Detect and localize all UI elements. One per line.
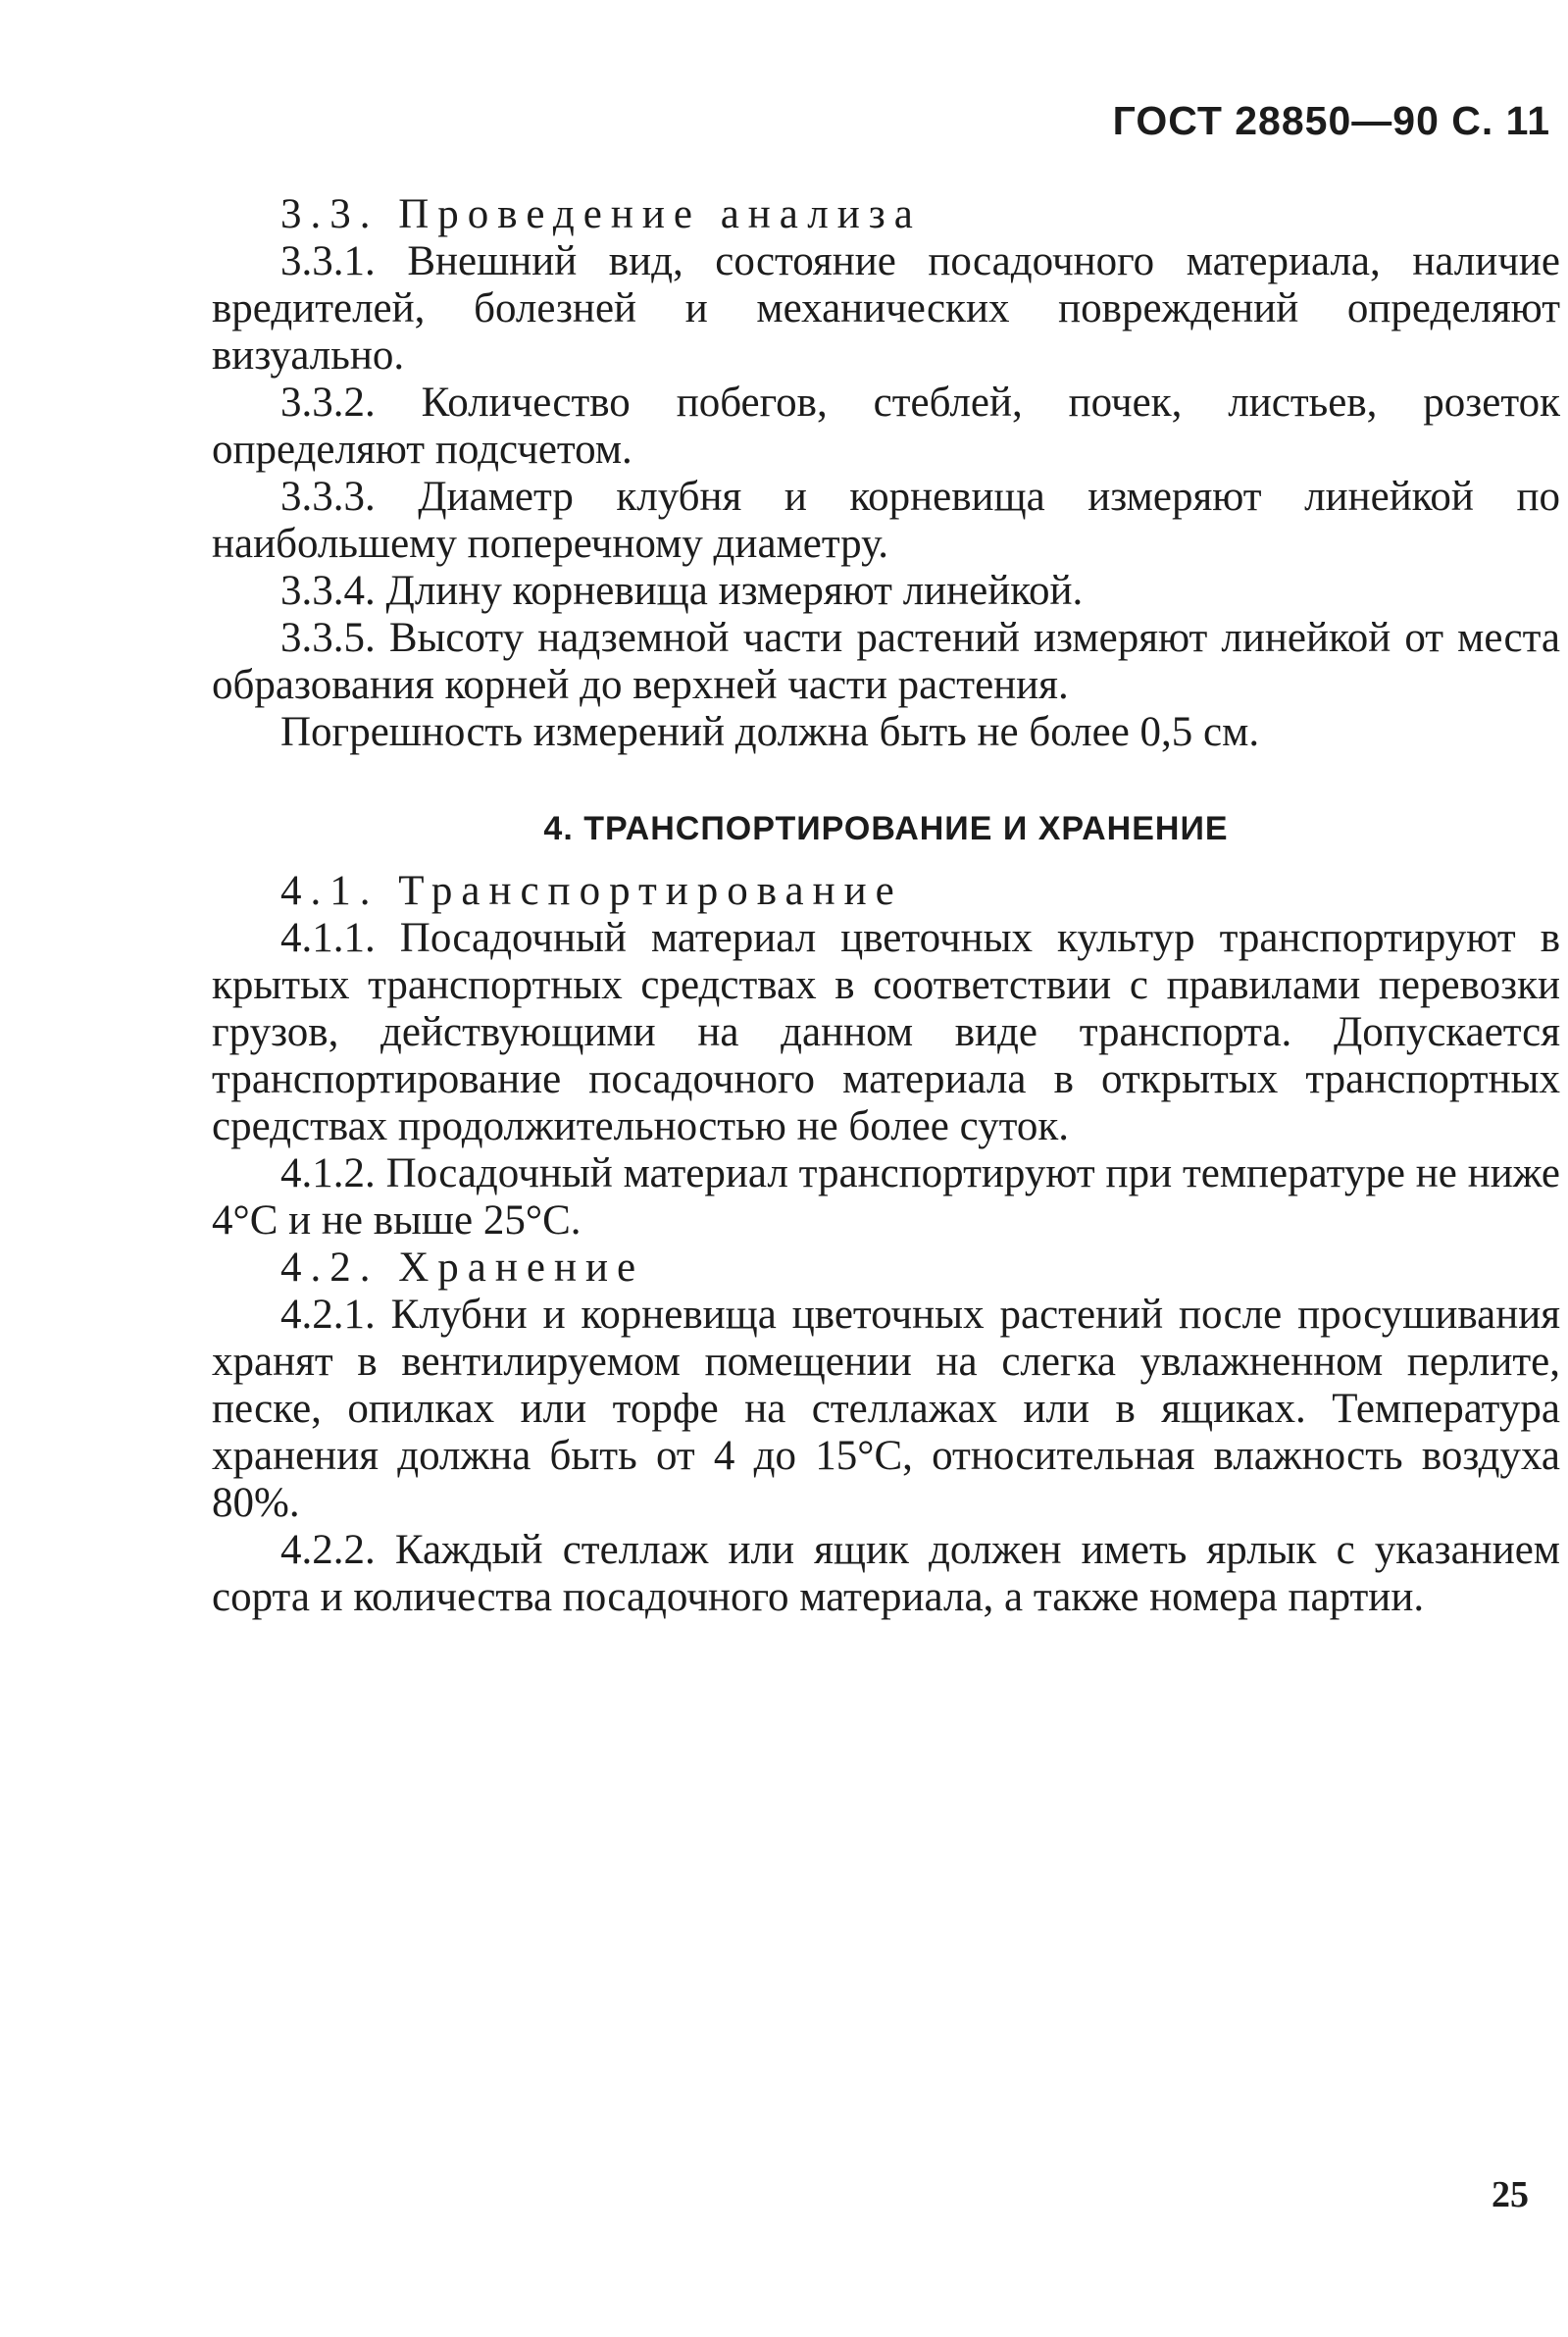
document-body bbox=[212, 191, 1560, 1621]
paragraph-4-1-1: 4.1.1. Посадочный материал цветочных культур транспортируют в крытых транспортных средствах в соответствии с правилами перевозки грузов, действующими на данном виде транспорта. Допускается транспортирование посадочного материала в открытых транспортных средствах продолжительностью не более суток. bbox=[212, 915, 1560, 1149]
running-header: ГОСТ 28850—90 С. 11 bbox=[1112, 98, 1550, 143]
paragraph-4-2-2: 4.2.2. Каждый стеллаж или ящик должен иметь ярлык с указанием сорта и количества посадочного материала, а также номера партии. bbox=[212, 1527, 1560, 1620]
paragraph-measurement-error: Погрешность измерений должна быть не более 0,5 см. bbox=[280, 709, 1260, 755]
subsection-heading-4-2: 4.2. Хранение bbox=[280, 1245, 645, 1291]
section-title-4: 4. ТРАНСПОРТИРОВАНИЕ И ХРАНЕНИЕ bbox=[543, 810, 1229, 847]
subsection-heading-4-1: 4.1. Транспортирование bbox=[280, 868, 903, 914]
paragraph-4-2-1: 4.2.1. Клубни и корневища цветочных растений после просушивания хранят в вентилируемом помещении на слегка увлажненном перлите, песке, опилках или торфе на стеллажах или в ящиках. Температура хранения должна быть от 4 до 15°С, относительная влажность воздуха 80%. bbox=[212, 1292, 1560, 1526]
paragraph-3-3-1: 3.3.1. Внешний вид, состояние посадочного материала, наличие вредителей, болезней и механических повреждений определяют визуально. bbox=[212, 238, 1560, 379]
paragraph-3-3-3: 3.3.3. Диаметр клубня и корневища измеряют линейкой по наибольшему поперечному диаметру. bbox=[212, 474, 1560, 567]
page-number: 25 bbox=[1492, 2174, 1529, 2215]
subsection-heading-3-3: 3.3. Проведение анализа bbox=[280, 191, 922, 237]
paragraph-3-3-2: 3.3.2. Количество побегов, стеблей, почек, листьев, розеток определяют подсчетом. bbox=[212, 380, 1560, 473]
paragraph-4-1-2: 4.1.2. Посадочный материал транспортируют при температуре не ниже 4°С и не выше 25°С. bbox=[212, 1150, 1560, 1244]
paragraph-3-3-4: 3.3.4. Длину корневища измеряют линейкой. bbox=[280, 568, 1084, 614]
paragraph-3-3-5: 3.3.5. Высоту надземной части растений измеряют линейкой от места образования корней до верхней части растения. bbox=[212, 615, 1560, 708]
